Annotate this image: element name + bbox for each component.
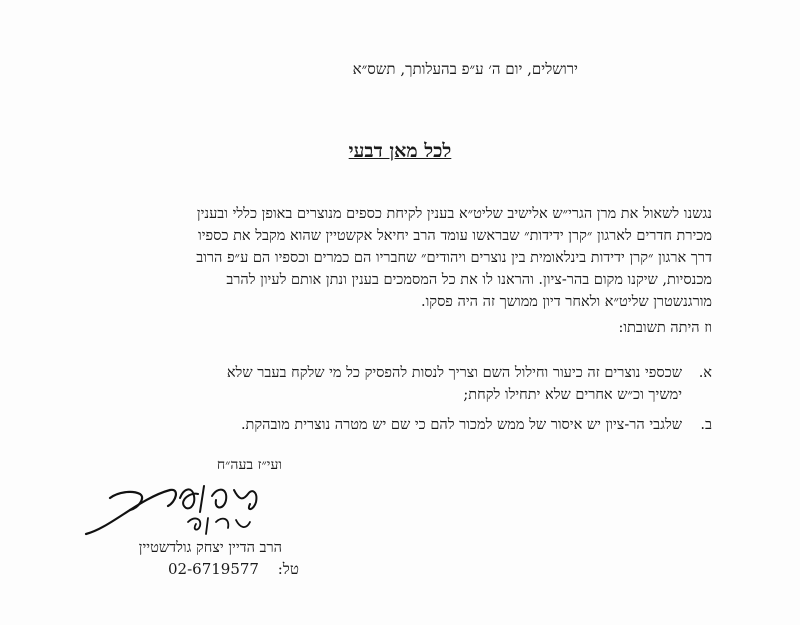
ruling-item-a — [72, 362, 712, 406]
item-marker: א. — [698, 365, 712, 381]
item-line: שלגבי הר-ציון יש איסור של ממש למכור להם כי שם יש מטרה נוצרית מובהקת. — [240, 417, 682, 433]
item-line: שכספי נוצרים זה כיעור וחילול השם וצריך לנסות להפסיק כל מי שלקח בעבר שלא — [226, 365, 682, 381]
phone-number: 02-6719577 — [168, 560, 259, 578]
item-line: ימשיך וכ״ש אחרים שלא יתחילו לקחת; — [463, 387, 682, 403]
handwritten-signature — [80, 468, 280, 548]
phone-label: טל: — [277, 560, 299, 578]
signer-name: הרב הדיין יצחק גולדשטיין — [138, 540, 282, 556]
phone-row — [168, 560, 299, 579]
dateline: ירושלים, יום ה׳ ע״פ בהעלותך, תשס״א — [352, 60, 578, 78]
body-line: מכנסיות, שיקנו מקום בהר-ציון. והראנו לו את כל המסמכים בענין ונתן אותם לעיון להרב — [226, 272, 712, 288]
body-line: דרך ארגון ״קרן ידידות בינלאומית בין נוצרים ויהודים״ שחבריו הם כמרים וכספיו הם ע״פ הרוב — [196, 250, 712, 266]
answer-intro: וז היתה תשובתו: — [618, 320, 712, 336]
closing-text: ועי״ז בעה״ח — [216, 457, 282, 473]
body-line: נגשנו לשאול את מרן הגרי״ש אלישיב שליט״א בענין לקיחת כספים מנוצרים באופן כללי ובענין — [196, 206, 712, 222]
body-paragraph — [72, 203, 712, 313]
item-marker: ב. — [700, 417, 712, 433]
body-line: מורגנשטרן שליט״א ולאחר דיון ממושך זה היה פסקו. — [420, 294, 712, 310]
letter-heading: לכל מאן דבעי — [348, 140, 452, 162]
body-line: מכירת חדרים לארגון ״קרן ידידות״ שבראשו עומד הרב יחיאל אקשטיין שהוא מקבל את כספיו — [198, 228, 712, 244]
ruling-item-b — [72, 414, 712, 436]
